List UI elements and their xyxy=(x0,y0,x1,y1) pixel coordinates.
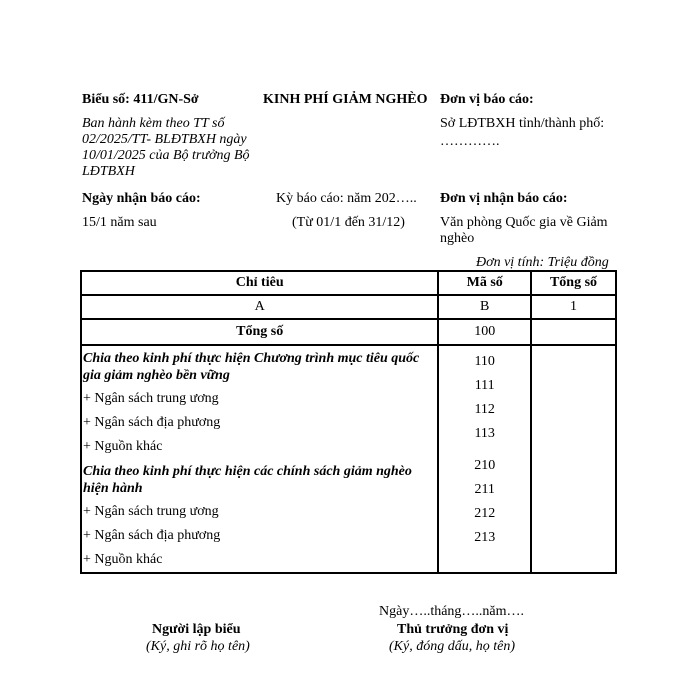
period-label: Kỳ báo cáo: năm 202….. xyxy=(276,191,417,206)
code-value: 110 xyxy=(474,354,495,369)
column-header-tong-so: Tổng số xyxy=(531,271,616,295)
period-value: (Từ 01/1 đến 31/12) xyxy=(292,215,405,230)
reporting-unit-dots: …………. xyxy=(440,134,500,149)
group2-heading: Chia theo kinh phí thực hiện các chính sách giảm nghèo hiện hành xyxy=(83,464,412,496)
column-header-ma-so: Mã số xyxy=(438,271,531,295)
group2-item: + Ngân sách trung ương xyxy=(83,504,219,519)
receiving-unit-line: Văn phòng Quốc gia về Giảm xyxy=(440,215,608,230)
receiving-unit-line: nghèo xyxy=(440,231,475,246)
code-value: 213 xyxy=(474,530,496,545)
code-value: 111 xyxy=(474,378,495,393)
table-header-row xyxy=(81,271,616,295)
reporting-unit-value xyxy=(440,116,604,150)
group1-item: + Ngân sách trung ương xyxy=(83,391,219,406)
total-row xyxy=(81,319,616,345)
receiving-unit-label: Đơn vị nhận báo cáo: xyxy=(440,191,568,206)
code-value: 212 xyxy=(474,506,496,521)
report-table xyxy=(80,270,617,574)
issued-by-line: LĐTBXH xyxy=(82,164,135,179)
receive-date-label: Ngày nhận báo cáo: xyxy=(82,191,201,206)
code-value: 211 xyxy=(474,482,495,497)
code-cell xyxy=(438,345,531,573)
column-code-a: A xyxy=(81,295,438,319)
reporting-unit-text: Sở LĐTBXH tỉnh/thành phố: xyxy=(440,116,605,131)
head-note: (Ký, đóng dấu, họ tên) xyxy=(389,639,515,654)
column-header-chi-tieu: Chỉ tiêu xyxy=(81,271,438,295)
issued-by-line: Ban hành kèm theo TT số xyxy=(82,116,225,131)
head-title: Thủ trưởng đơn vị xyxy=(397,622,509,637)
code-value: 210 xyxy=(474,458,496,473)
report-title: KINH PHÍ GIẢM NGHÈO xyxy=(263,92,428,107)
body-row xyxy=(81,345,616,573)
indicator-cell xyxy=(81,345,438,573)
group1-item: + Nguồn khác xyxy=(83,439,163,454)
preparer-note: (Ký, ghi rõ họ tên) xyxy=(146,639,250,654)
group2-item: + Ngân sách địa phương xyxy=(83,528,221,543)
total-code: 100 xyxy=(438,319,531,345)
issued-by-line: 02/2025/TT- BLĐTBXH ngày xyxy=(82,132,247,147)
code-value: 113 xyxy=(474,426,495,441)
column-code-row xyxy=(81,295,616,319)
group1-item: + Ngân sách địa phương xyxy=(83,415,221,430)
total-value-cell[interactable] xyxy=(531,319,616,345)
amount-cell[interactable] xyxy=(531,345,616,573)
preparer-title: Người lập biểu xyxy=(152,622,241,637)
date-line: Ngày…..tháng…..năm…. xyxy=(379,604,525,619)
issued-by-line: 10/01/2025 của Bộ trưởng Bộ xyxy=(82,148,250,163)
total-label: Tổng số xyxy=(81,319,438,345)
group1-heading: Chia theo kinh phí thực hiện Chương trình mục tiêu quốc gia giảm nghèo bền vững xyxy=(83,351,420,383)
unit-note: Đơn vị tính: Triệu đồng xyxy=(476,255,609,270)
column-code-b: B xyxy=(438,295,531,319)
column-code-1: 1 xyxy=(531,295,616,319)
code-value: 112 xyxy=(474,402,495,417)
group2-item: + Nguồn khác xyxy=(83,552,163,567)
form-number: Biểu số: 411/GN-Sở xyxy=(82,92,199,107)
issued-by-note xyxy=(82,116,272,180)
code-spacer xyxy=(441,446,528,454)
receiving-unit-value xyxy=(440,215,608,247)
reporting-unit-label: Đơn vị báo cáo: xyxy=(440,92,534,107)
receive-date-value: 15/1 năm sau xyxy=(82,215,157,230)
